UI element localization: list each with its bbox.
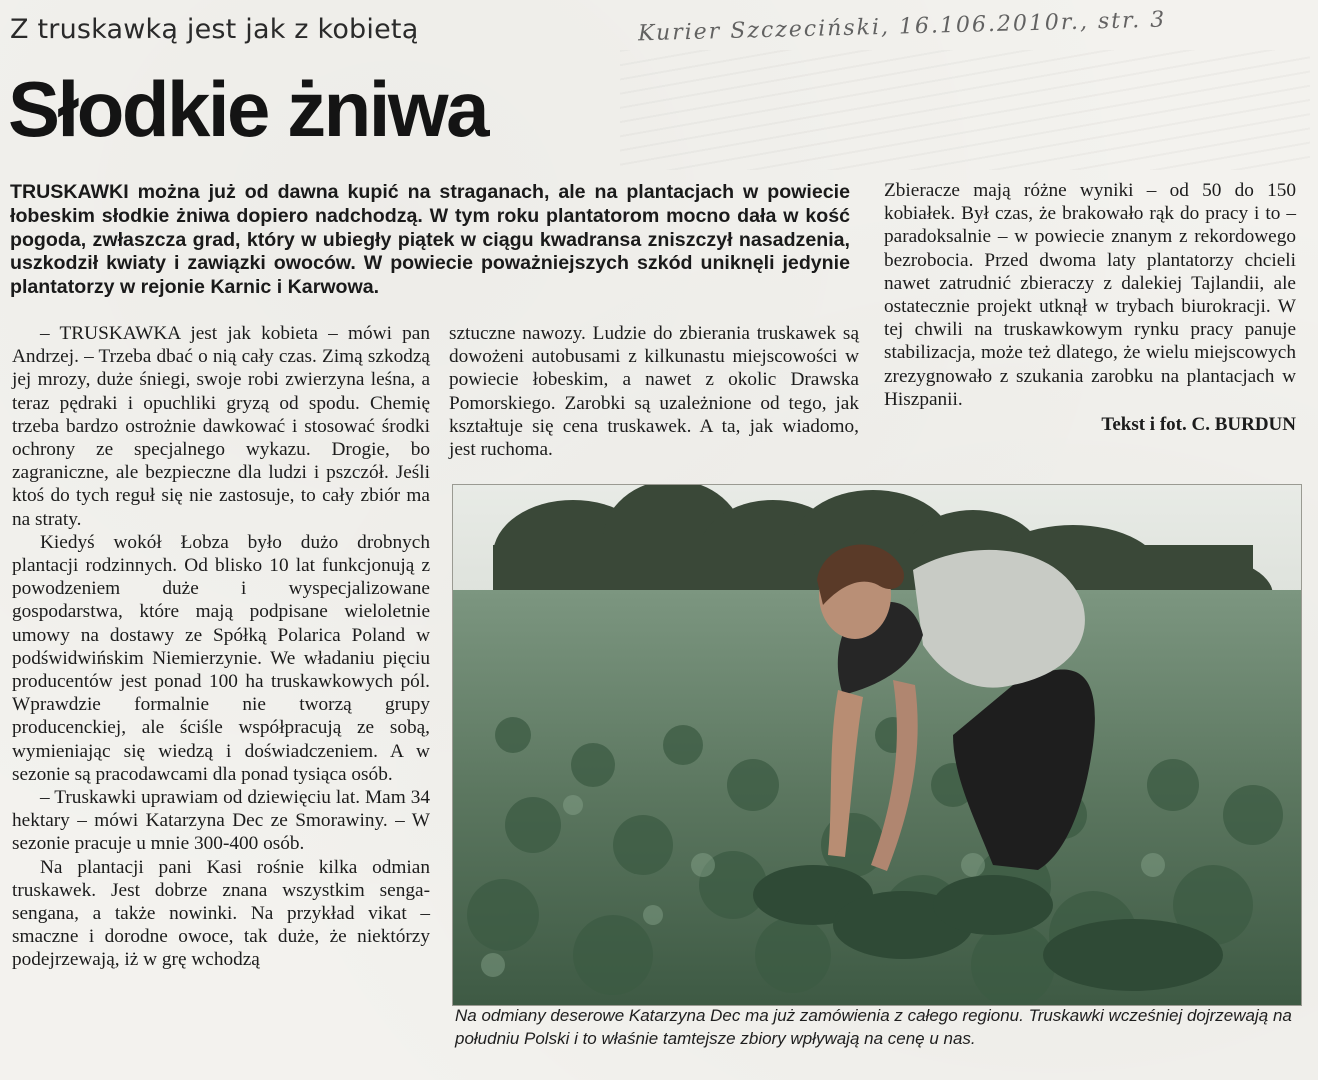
- strawberry-field-photo: [453, 485, 1301, 1005]
- photo-caption: Na odmiany deserowe Katarzyna Dec ma już zamówienia z całego regionu. Truskawki wcześniej dojrzewają na południu Polski i to właśnie tamtejsze zbiory wpływają na cenę u nas.: [455, 1006, 1292, 1048]
- text-column-2: [449, 322, 859, 461]
- author-byline: Tekst i fot. C. BURDUN: [1101, 414, 1296, 436]
- handwritten-source-note: Kurier Szczeciński, 16.106.2010r., str. 3: [637, 7, 1167, 47]
- paragraph: Zbieracze mają różne wyniki – od 50 do 150 kobiałek. Był czas, że brakowało rąk do pracy i to – paradoksalnie – w powiecie znanym z rekordowego bezrobocia. Przed dwoma laty plantatorzy chcieli nawet zatrudnić zbieraczy z dalekiej Tajlandii, ale ostatecznie projekt utknął w trybach biurokracji. W tej chwili na truskawkowym rynku pracy panuje stabilizacja, może też dlatego, że wielu miejscowych zrezygnowało z szukania zarobku na plantacjach w Hiszpanii.: [884, 180, 1296, 410]
- paragraph: Na plantacji pani Kasi rośnie kilka odmian truskawek. Jest dobrze znana wszystkim senga-sengana, a także nowinki. Na przykład vikat – smaczne i dorodne owoce, tak duże, że niektórzy podejrzewają, iż w grę wchodzą: [12, 856, 430, 971]
- text-column-3: [884, 179, 1296, 436]
- bleed-through-texture: [620, 50, 1310, 170]
- paragraph: Kiedyś wokół Łobza było dużo drobnych plantacji rodzinnych. Od blisko 10 lat funkcjonują z powodzeniem duże i wyspecjalizowane gospodarstwa, które mają podpisane wieloletnie umowy na dostawy ze Spółką Polarica Poland w podświdwińskim Niemierzynie. We władaniu pięciu producentów jest ponad 100 ha truskawkowych pól. Wprawdzie formalnie nie tworzą grupy producenckiej, ale ściśle współpracują ze sobą, wymieniając się wiedzą i doświadczeniem. A w sezonie są pracodawcami dla ponad tysiąca osób.: [12, 531, 430, 785]
- paragraph: – Truskawki uprawiam od dziewięciu lat. Mam 34 hektary – mówi Katarzyna Dec ze Smorawiny. – W sezonie pracuje u mnie 300-400 osób.: [12, 787, 430, 855]
- text-column-1: [12, 322, 430, 972]
- paragraph: – TRUSKAWKA jest jak kobieta – mówi pan Andrzej. – Trzeba dbać o nią cały czas. Zimą szkodzą jej mrozy, duże śniegi, swoje robi zwierzyna leśna, a teraz pędraki i opuchliki gryzą od spodu. Chemię trzeba bardzo ostrożnie dawkować i stosować środki ochrony ze specjalnego wykazu. Drogie, bo zagraniczne, ale bezpieczne dla ludzi i pszczół. Jeśli ktoś do tych reguł się nie zastosuje, to cały zbiór ma na straty.: [12, 323, 430, 530]
- article-headline: Słodkie żniwa: [8, 65, 487, 153]
- article-photo: [452, 484, 1302, 1006]
- article-lead: TRUSKAWKI można już od dawna kupić na straganach, ale na plantacjach w powiecie łobeskim słodkie żniwa dopiero nadchodzą. W tym roku plantatorom mocno dała w kość pogoda, zwłaszcza grad, który w ubiegły piątek w ciągu kwadransa zniszczył nasadzenia, uszkodził kwiaty i zawiązki owoców. W powiecie poważniejszych szkód uniknęli jedynie plantatorzy w rejonie Karnic i Karwowa.: [10, 181, 850, 299]
- paragraph: sztuczne nawozy. Ludzie do zbierania truskawek są dowożeni autobusami z kilkunastu miejscowości w powiecie łobeskim, a nawet z okolic Drawska Pomorskiego. Zarobki są uzależnione od tego, jak kształtuje się cena truskawek. A ta, jak wiadomo, jest ruchoma.: [449, 323, 859, 461]
- article-kicker: Z truskawką jest jak z kobietą: [10, 14, 419, 45]
